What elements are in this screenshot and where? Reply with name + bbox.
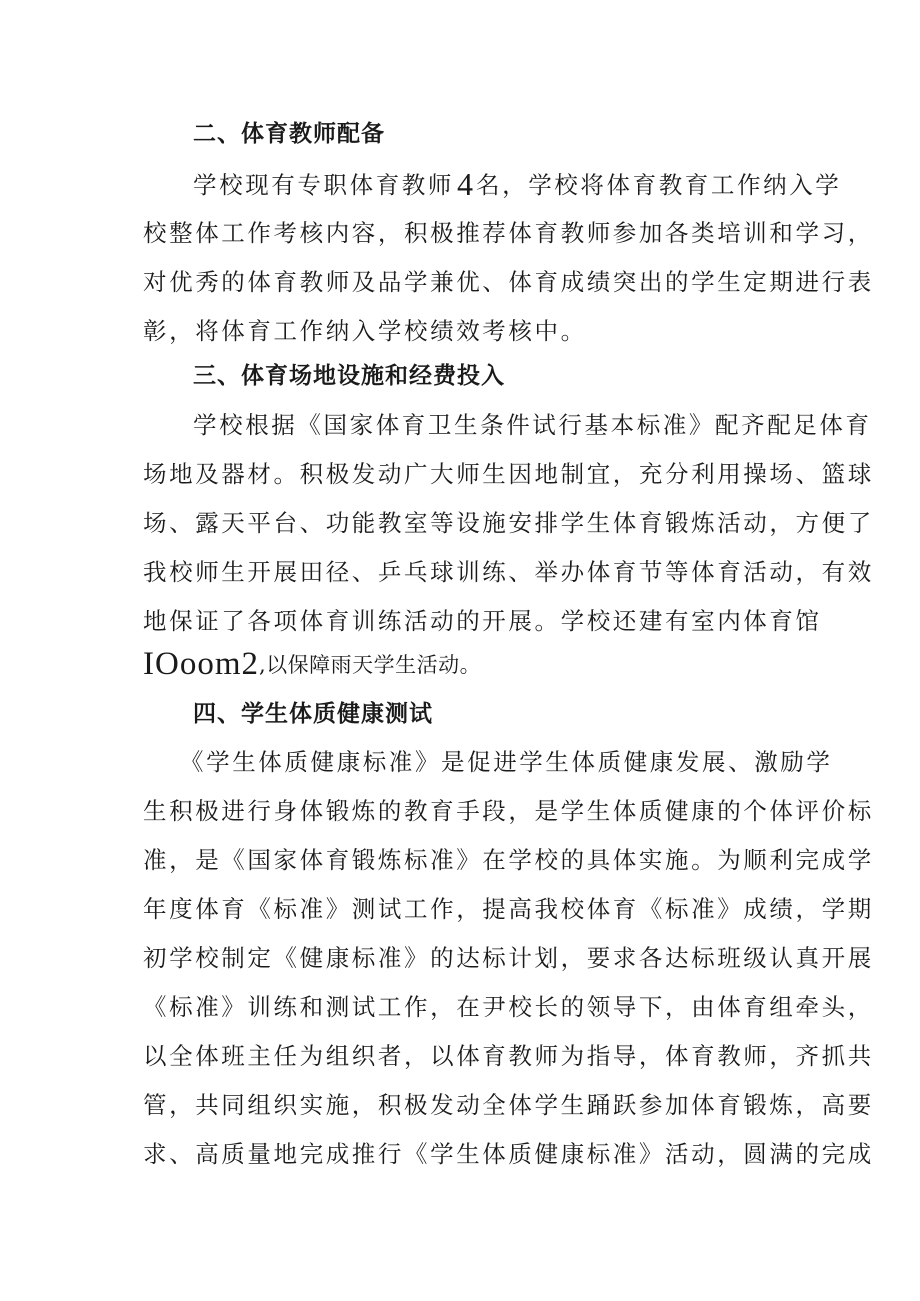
paragraph-line — [143, 647, 481, 681]
paragraph-line: 场、露天平台、功能教室等设施安排学生体育锻炼活动，方便了 — [143, 509, 874, 537]
paragraph-line: 学校根据《国家体育卫生条件试行基本标准》配齐配足体育 — [193, 411, 872, 439]
section-heading-teachers: 二、体育教师配备 — [193, 121, 385, 147]
section-heading-facilities: 三、体育场地设施和经费投入 — [193, 363, 505, 389]
paragraph-line: 初学校制定《健康标准》的达标计划，要求各达标班级认真开展 — [143, 944, 874, 972]
section-heading-fitness-test: 四、学生体质健康测试 — [193, 701, 433, 727]
paragraph-line: 年度体育《标准》测试工作，提高我校体育《标准》成绩，学期 — [143, 895, 874, 923]
gym-area: IOoom2 — [143, 646, 259, 682]
paragraph-line: 校整体工作考核内容，积极推荐体育教师参加各类培训和学习， — [143, 219, 874, 247]
paragraph-line: 准，是《国家体育锻炼标准》在学校的具体实施。为顺利完成学 — [143, 846, 874, 874]
teacher-count: 4 — [457, 166, 473, 202]
text-span: 名，学校将体育教育工作纳入学 — [476, 171, 842, 199]
text-span: 学校现有专职体育教师 — [193, 171, 454, 199]
paragraph-line: 《标准》训练和测试工作，在尹校长的领导下，由体育组牵头， — [143, 993, 874, 1021]
paragraph-line: 以全体班主任为组织者，以体育教师为指导，体育教师，齐抓共 — [143, 1042, 874, 1070]
paragraph-line: 我校师生开展田径、乒乓球训练、举办体育节等体育活动，有效 — [143, 558, 874, 586]
text-span: ,以保障雨天学生活动。 — [259, 653, 482, 677]
paragraph-line: 对优秀的体育教师及品学兼优、体育成绩突出的学生定期进行表 — [143, 268, 874, 296]
paragraph-line: 《学生体质健康标准》是促进学生体质健康发展、激励学 — [180, 748, 833, 776]
paragraph-line: 管，共同组织实施，积极发动全体学生踊跃参加体育锻炼，高要 — [143, 1091, 874, 1119]
paragraph-line: 场地及器材。积极发动广大师生因地制宜，充分利用操场、篮球 — [143, 460, 874, 488]
paragraph-line — [193, 167, 841, 201]
paragraph-line: 生积极进行身体锻炼的教育手段，是学生体质健康的个体评价标 — [143, 797, 874, 825]
paragraph-line: 地保证了各项体育训练活动的开展。学校还建有室内体育馆 — [143, 607, 822, 635]
paragraph-line: 求、高质量地完成推行《学生体质健康标准》活动，圆满的完成 — [143, 1140, 874, 1168]
paragraph-line: 彰，将体育工作纳入学校绩效考核中。 — [143, 317, 587, 345]
